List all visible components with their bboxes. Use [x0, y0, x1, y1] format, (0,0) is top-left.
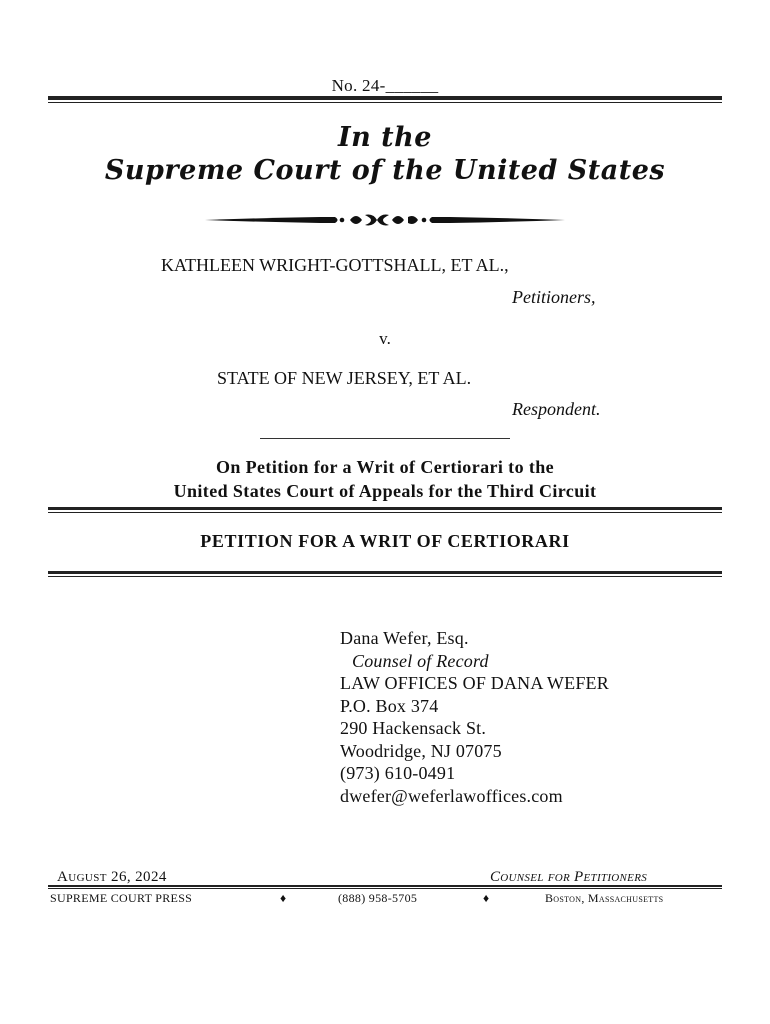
petitioner-role: Petitioners,	[512, 287, 596, 307]
top-rule-thin	[48, 102, 722, 103]
press-name: SUPREME COURT PRESS	[50, 891, 193, 905]
respondent-name: STATE OF NEW JERSEY, ET AL.	[217, 368, 472, 388]
counsel-po-box: P.O. Box 374	[340, 695, 439, 716]
counsel-role: Counsel of Record	[352, 650, 489, 671]
diamond-separator-icon: ♦	[483, 891, 490, 905]
ornament-divider	[200, 208, 570, 232]
diamond-separator-icon: ♦	[280, 891, 287, 905]
press-city: Boston, Massachusetts	[545, 891, 664, 905]
counsel-email: dwefer@weferlawoffices.com	[340, 785, 563, 806]
docket-number: No. 24-______	[331, 76, 439, 95]
versus: v.	[379, 329, 391, 348]
counsel-for: Counsel for Petitioners	[490, 869, 648, 885]
counsel-firm: LAW OFFICES OF DANA WEFER	[340, 673, 609, 693]
on-petition-line1: On Petition for a Writ of Certiorari to the	[215, 457, 555, 477]
title-rule-bottom	[48, 571, 722, 574]
top-rule	[48, 96, 722, 100]
filing-date: August 26, 2024	[57, 869, 167, 885]
counsel-street: 290 Hackensack St.	[340, 718, 487, 738]
court-heading-line2: Supreme Court of the United States	[104, 155, 666, 186]
footer-rule-thin	[48, 888, 722, 889]
title-rule-top	[48, 507, 722, 510]
counsel-city: Woodridge, NJ 07075	[340, 740, 502, 761]
counsel-block	[340, 627, 609, 807]
title-rule-top-thin	[48, 512, 722, 513]
short-divider	[260, 438, 510, 439]
document-title: PETITION FOR A WRIT OF CERTIORARI	[200, 531, 570, 551]
respondent-role: Respondent.	[512, 399, 601, 419]
counsel-phone: (973) 610-0491	[340, 763, 456, 783]
petitioner-name: KATHLEEN WRIGHT-GOTTSHALL, ET AL.,	[161, 255, 509, 275]
on-petition	[0, 455, 770, 503]
title-rule-bottom-thin	[48, 576, 722, 577]
press-phone: (888) 958-5705	[338, 891, 418, 905]
counsel-name: Dana Wefer, Esq.	[340, 628, 469, 648]
on-petition-line2: United States Court of Appeals for the Third Circuit	[173, 481, 597, 501]
court-heading-line1: In the	[338, 122, 432, 153]
footer-rule	[48, 885, 722, 887]
